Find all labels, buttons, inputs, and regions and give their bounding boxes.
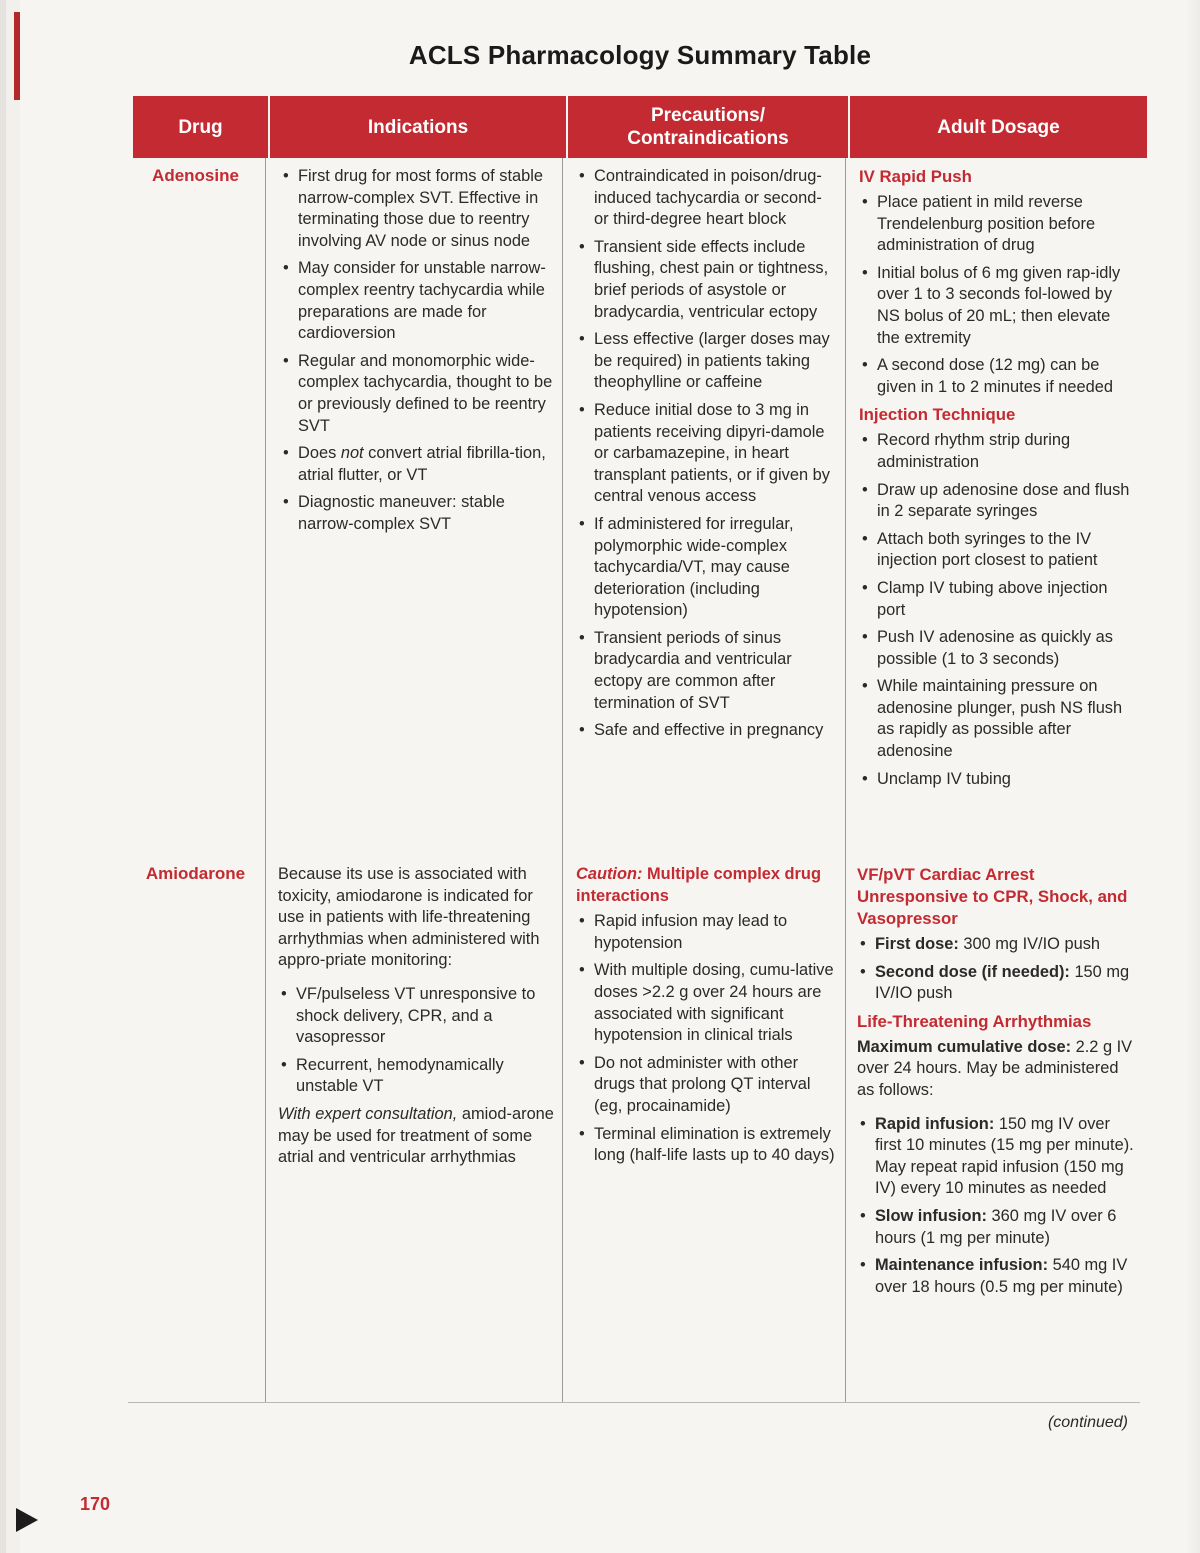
list-item: • Safe and effective in pregnancy <box>576 720 838 742</box>
list-item: • May consider for unstable narrow-complex reentry tachycardia while preparations are made for cardioversion <box>280 258 556 344</box>
corner-arrow-icon <box>16 1508 38 1532</box>
section-heading: IV Rapid Push <box>859 167 972 186</box>
amiodarone-precautions <box>576 864 838 1173</box>
adenosine-indications <box>280 166 556 542</box>
adenosine-precautions <box>576 166 838 748</box>
section-heading: Injection Technique <box>859 405 1016 425</box>
table-bottom-rule <box>128 1402 1140 1403</box>
header-adult-dosage: Adult Dosage <box>937 116 1060 138</box>
header-precautions: Precautions/ Contraindications <box>568 96 850 158</box>
list-item: • Regular and monomorphic wide-complex tachycardia, thought to be or previously defined to be reentry SVT <box>280 351 556 437</box>
list-item: • VF/pulseless VT unresponsive to shock delivery, CPR, and a vasopressor <box>278 984 556 1049</box>
page-number: 170 <box>80 1494 111 1514</box>
list-item: • Recurrent, hemodynamically unstable VT <box>278 1055 556 1098</box>
list-item: • Do not administer with other drugs that prolong QT interval (eg, procainamide) <box>576 1053 838 1118</box>
section-heading: Life-Threatening Arrhythmias <box>857 1011 1092 1031</box>
drug-name-amiodarone: Amiodarone <box>145 864 246 883</box>
list-item: • Clamp IV tubing above injection port <box>859 578 1135 621</box>
list-item: • Contraindicated in poison/drug-induced tachycardia or second- or third-degree heart block <box>576 166 838 231</box>
list-item: • First drug for most forms of stable narrow-complex SVT. Effective in terminating those due to reentry involving AV node or sinus node <box>280 166 556 252</box>
list-item: • Rapid infusion: 150 mg IV over first 10 minutes (15 mg per minute). May repeat rapid infusion (150 mg IV) every 10 minutes as needed <box>857 1114 1135 1200</box>
list-item: • Draw up adenosine dose and flush in 2 separate syringes <box>859 480 1135 523</box>
list-item: • Transient side effects include flushing, chest pain or tightness, brief periods of asystole or bradycardia, ventricular ectopy <box>576 237 838 323</box>
list-item: • Initial bolus of 6 mg given rap-idly over 1 to 3 seconds fol-lowed by NS bolus of 20 mL; then elevate the extremity <box>859 263 1135 349</box>
list-item: • With multiple dosing, cumu-lative doses >2.2 g over 24 hours are associated with significant hypotension in clinical trials <box>576 960 838 1046</box>
list-item: • Rapid infusion may lead to hypotension <box>576 911 838 954</box>
list-item: • Transient periods of sinus bradycardia and ventricular ectopy are common after termination of SVT <box>576 628 838 714</box>
list-item: • Push IV adenosine as quickly as possible (1 to 3 seconds) <box>859 627 1135 670</box>
amiodarone-indications <box>278 864 556 1175</box>
continued-note: (continued) <box>1047 1414 1128 1431</box>
indications-note: With expert consultation, amiod-arone may be used for treatment of some atrial and ventricular arrhythmias <box>278 1104 554 1167</box>
header-drug: Drug <box>133 96 270 158</box>
amiodarone-dosage <box>857 864 1135 1304</box>
right-page-shadow <box>1186 0 1200 1553</box>
list-item: • Diagnostic maneuver: stable narrow-complex SVT <box>280 492 556 535</box>
adenosine-dosage <box>859 166 1135 796</box>
list-item: • Maintenance infusion: 540 mg IV over 18 hours (0.5 mg per minute) <box>857 1255 1135 1298</box>
drug-name-adenosine: Adenosine <box>152 166 239 185</box>
indications-intro: Because its use is associated with toxicity, amiodarone is indicated for use in patients with life-threatening arrhythmias when administered with appro-priate monitoring: <box>278 865 540 970</box>
list-item: • If administered for irregular, polymorphic wide-complex tachycardia/VT, may cause deterioration (including hypotension) <box>576 514 838 622</box>
header-indications: Indications <box>270 96 568 158</box>
list-item: • Attach both syringes to the IV injection port closest to patient <box>859 529 1135 572</box>
list-item: • Slow infusion: 360 mg IV over 6 hours (1 mg per minute) <box>857 1206 1135 1249</box>
list-item: • Less effective (larger doses may be required) in patients taking theophylline or caffeine <box>576 329 838 394</box>
list-item: • Reduce initial dose to 3 mg in patients receiving dipyri-damole or carbamazepine, in heart transplant patients, or if given by central venous access <box>576 400 838 508</box>
section-heading: VF/pVT Cardiac Arrest Unresponsive to CPR, Shock, and Vasopressor <box>857 865 1128 928</box>
list-item: • Record rhythm strip during administration <box>859 430 1135 473</box>
list-item: • A second dose (12 mg) can be given in 1 to 2 minutes if needed <box>859 355 1135 398</box>
list-item: • First dose: 300 mg IV/IO push <box>857 934 1135 956</box>
column-divider <box>562 158 563 1402</box>
list-item: • Place patient in mild reverse Trendelenburg position before administration of drug <box>859 192 1135 257</box>
list-item: • While maintaining pressure on adenosine plunger, push NS flush as rapidly as possible after adenosine <box>859 676 1135 762</box>
caution-note: Caution: Multiple complex drug interactions <box>576 865 821 905</box>
column-divider <box>265 158 266 1402</box>
list-item: • Does not convert atrial fibrilla-tion, atrial flutter, or VT <box>280 443 556 486</box>
column-divider <box>845 158 846 1402</box>
list-item: • Terminal elimination is extremely long (half-life lasts up to 40 days) <box>576 1124 838 1167</box>
table-header <box>133 96 1147 158</box>
list-item: • Unclamp IV tubing <box>859 769 1135 791</box>
max-dose-note: Maximum cumulative dose: 2.2 g IV over 24 hours. May be administered as follows: <box>857 1037 1133 1099</box>
list-item: • Second dose (if needed): 150 mg IV/IO push <box>857 962 1135 1005</box>
page-title: ACLS Pharmacology Summary Table <box>408 40 872 70</box>
page-binding-edge <box>0 0 20 1553</box>
